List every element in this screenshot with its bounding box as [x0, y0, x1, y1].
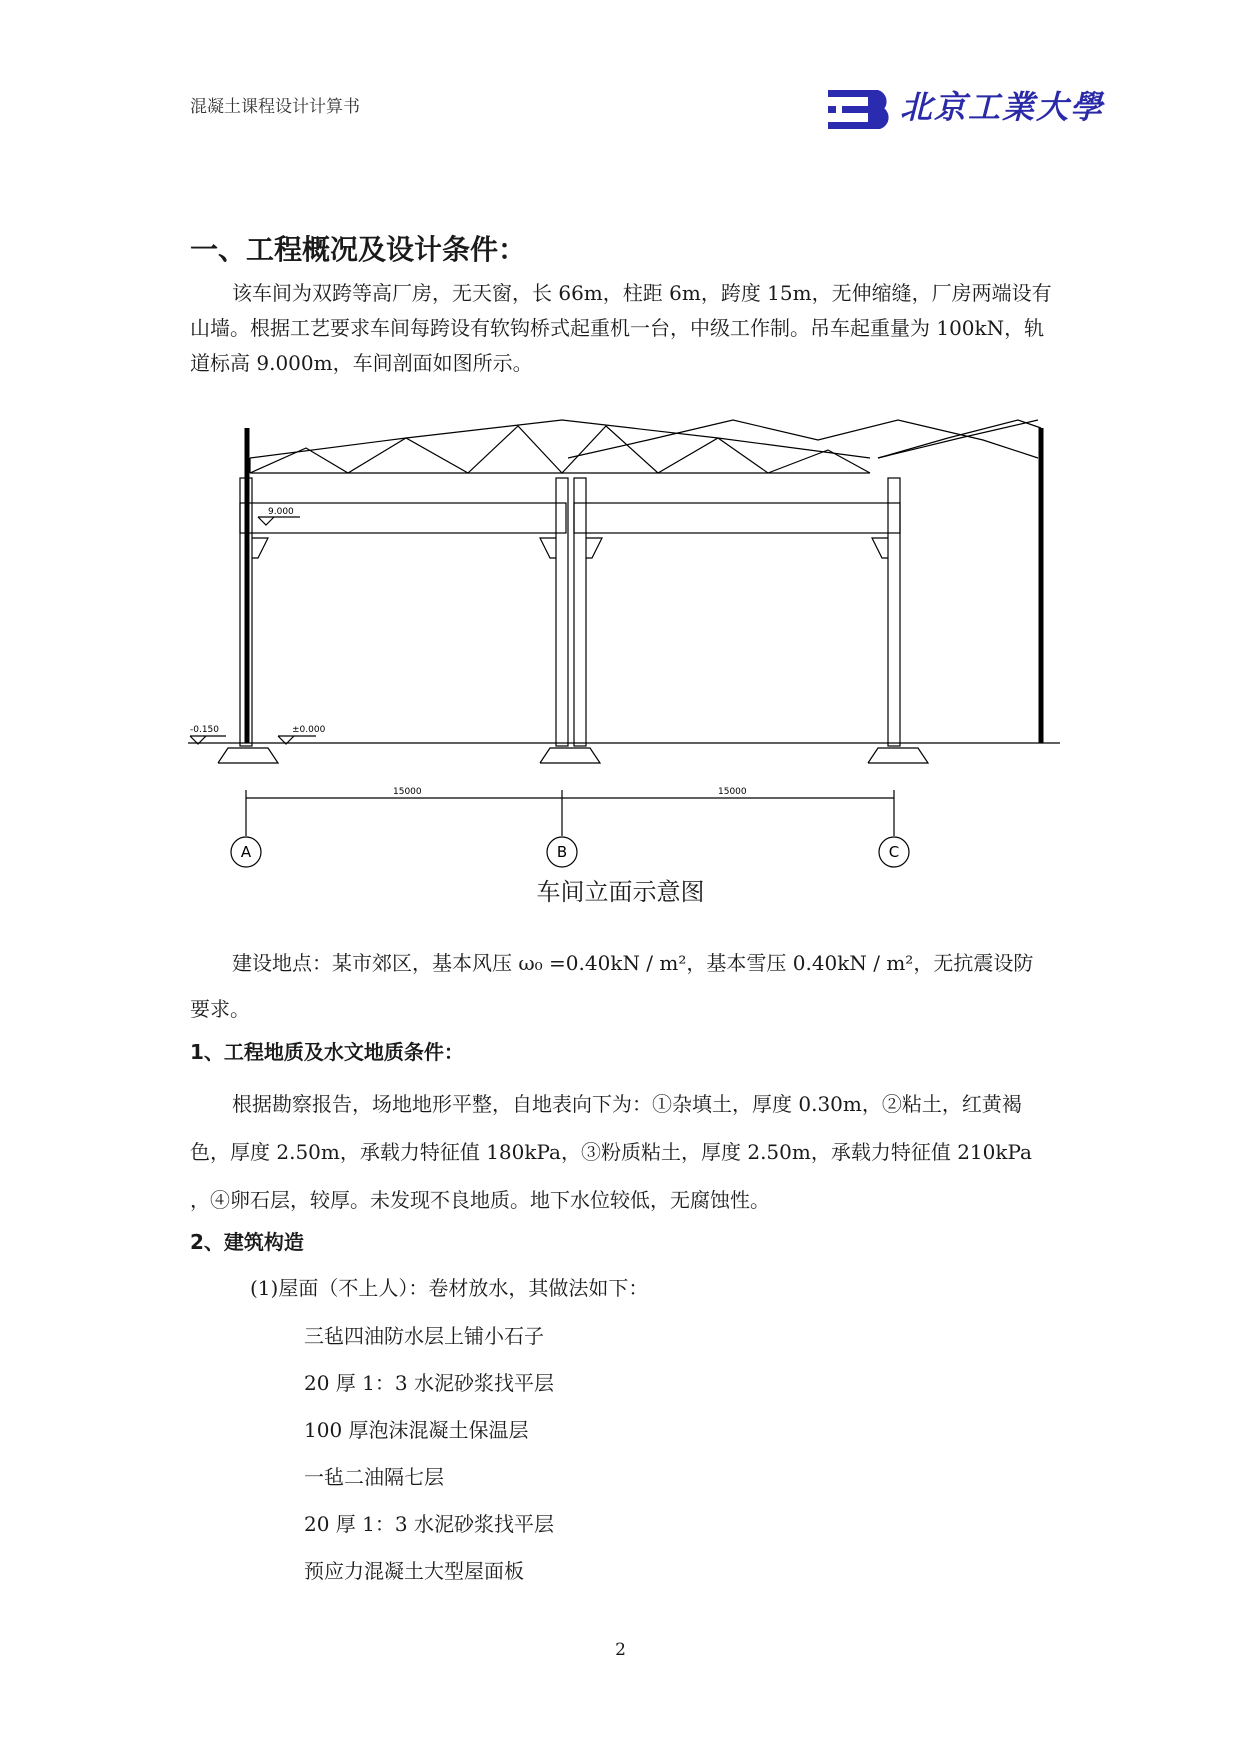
intro-paragraph: 该车间为双跨等高厂房，无天窗，长 66m，柱距 6m，跨度 15m，无伸缩缝，厂房两端设有山墙。根据工艺要求车间每跨设有软钩桥式起重机一台，中级工作制。吊车起重量为 100kN，轨道标高 9.000m，车间剖面如图所示。: [190, 281, 1052, 375]
axis-a-label: A: [240, 843, 252, 861]
roof-layer: 20 厚 1：3 水泥砂浆找平层: [304, 1371, 554, 1395]
geology-heading: 1、工程地质及水文地质条件：: [190, 1040, 464, 1064]
roof-layer: 三毡四油防水层上铺小石子: [304, 1324, 544, 1348]
roof-layer: 一毡二油隔七层: [304, 1465, 444, 1489]
roof-label: (1)屋面（不上人）：卷材放水，其做法如下：: [250, 1276, 649, 1300]
roof-layer: 100 厚泡沫混凝土保温层: [304, 1418, 529, 1442]
crane-elevation-label: 9.000: [268, 507, 294, 517]
figure-caption: 车间立面示意图: [536, 878, 705, 906]
span-2-label: 15000: [718, 787, 747, 797]
geology-paragraph: 根据勘察报告，场地地形平整，自地表向下为：①杂填土，厚度 0.30m，②粘土，红黄褐色，厚度 2.50m，承载力特征值 180kPa，③粉质粘土，厚度 2.50m，承载力特征值 210kPa ，④卵石层，较厚。未发现不良地质。地下水位较低，无腐蚀性。: [190, 1092, 1032, 1212]
roof-layer: 20 厚 1：3 水泥砂浆找平层: [304, 1512, 554, 1536]
section-heading: 一、工程概况及设计条件：: [190, 233, 527, 266]
header-doc-title: 混凝土课程设计计算书: [190, 97, 360, 117]
workshop-elevation-drawing: [188, 418, 1060, 918]
span-1-label: 15000: [393, 787, 422, 797]
university-logo-text: 北京工業大學: [900, 88, 1105, 126]
axis-c-label: C: [888, 843, 900, 861]
architecture-heading: 2、建筑构造: [190, 1230, 304, 1254]
axis-b-label: B: [556, 843, 568, 861]
outside-elevation-label: -0.150: [190, 725, 220, 735]
ground-elevation-label: ±0.000: [292, 725, 326, 735]
page-number: 2: [615, 1640, 626, 1660]
roof-layer: 预应力混凝土大型屋面板: [304, 1559, 524, 1583]
site-paragraph: 建设地点：某市郊区，基本风压 ω₀ =0.40kN / m²，基本雪压 0.40kN / m²，无抗震设防要求。: [190, 951, 1034, 1021]
